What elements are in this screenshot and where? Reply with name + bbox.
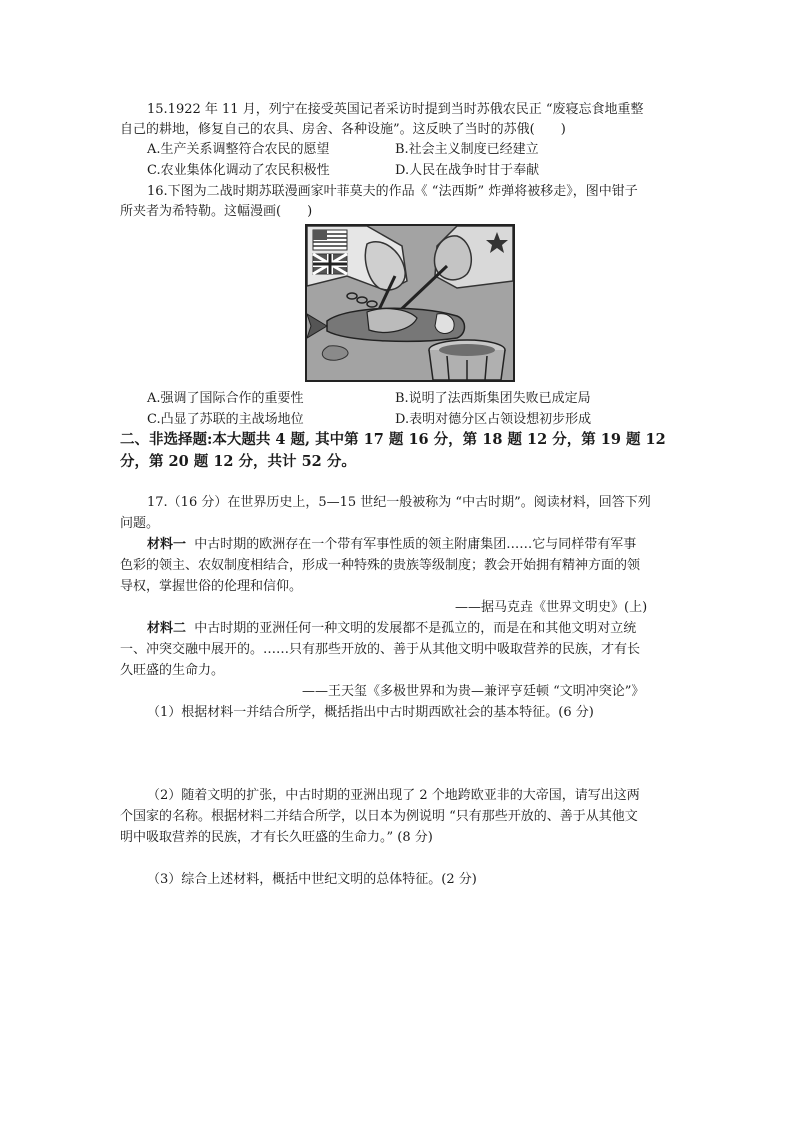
q17-subquestion-1: （1）根据材料一并结合所学，概括指出中古时期西欧社会的基本特征。(6 分) [147, 705, 594, 720]
section2-heading-line1: 二、非选择题:本大题共 4 题, 其中第 17 题 16 分，第 18 题 12 分，第 19 题 12 [120, 431, 666, 448]
q15-option-b: B.社会主义制度已经建立 [395, 142, 539, 157]
q17-material1-line1 [147, 535, 636, 555]
soviet-cartoon-image [305, 224, 515, 382]
q16-option-d: D.表明对德分区占领设想初步形成 [395, 412, 592, 427]
q16-option-a: A.强调了国际合作的重要性 [147, 391, 304, 406]
q17-subquestion-2-line2: 个国家的名称。根据材料二并结合所学，以日本为例说明 “只有那些开放的、善于从其他文 [120, 809, 638, 824]
material1-text-line1: 中古时期的欧洲存在一个带有军事性质的领主附庸集团……它与同样带有军事 [194, 537, 637, 552]
q17-material1-source: ——据马克垚《世界文明史》(上) [455, 600, 648, 615]
q15-option-d: D.人民在战争时甘于奉献 [395, 163, 540, 178]
uk-flag-icon [313, 254, 347, 274]
q17-material1-line3: 导权，掌握世俗的伦理和信仰。 [120, 579, 303, 594]
cartoon-illustration [307, 226, 513, 380]
bomb-figure [327, 308, 465, 341]
q17-material2-source: ——王天玺《多极世界和为贵—兼评亨廷顿 “文明冲突论”》 [302, 684, 645, 699]
q17-subquestion-3: （3）综合上述材料，概括中世纪文明的总体特征。(2 分) [147, 872, 477, 887]
q17-material2-line1 [147, 619, 636, 639]
q17-material2-line3: 久旺盛的生命力。 [120, 663, 225, 678]
barrel-figure [429, 340, 505, 380]
q15-stem-line2: 自己的耕地，修复自己的农具、房舍、各种设施”。这反映了当时的苏俄( ) [120, 122, 566, 137]
section2-heading-line2: 分，第 20 题 12 分，共计 52 分。 [120, 453, 356, 470]
q17-intro-line1: 17.（16 分）在世界历史上，5—15 世纪一般被称为 “中古时期”。阅读材料，回答下列 [147, 495, 651, 510]
q17-subquestion-2-line3: 明中吸取营养的民族，才有长久旺盛的生命力。” (8 分) [120, 830, 433, 845]
q16-option-c: C.凸显了苏联的主战场地位 [147, 412, 304, 427]
q17-material1-line2: 色彩的领主、农奴制度相结合，形成一种特殊的贵族等级制度；教会开始拥有精神方面的领 [120, 558, 641, 573]
q17-material2-line2: 一、冲突交融中展开的。……只有那些开放的、善于从其他文明中吸取营养的民族，才有长 [120, 642, 641, 657]
material2-label: 材料二 [147, 621, 187, 636]
material1-label: 材料一 [147, 537, 187, 552]
q15-stem-line1: 15.1922 年 11 月，列宁在接受英国记者采访时提到当时苏俄农民正 “废寝忘食地重整 [147, 102, 644, 117]
q16-option-b: B.说明了法西斯集团失败已成定局 [395, 391, 591, 406]
q17-intro-line2: 问题。 [120, 516, 160, 531]
us-flag-icon [313, 230, 347, 250]
material2-text-line1: 中古时期的亚洲任何一种文明的发展都不是孤立的，而是在和其他文明对立统 [194, 621, 637, 636]
q16-stem-line2: 所夹者为希特勒。这幅漫画( ) [120, 204, 313, 219]
q15-option-c: C.农业集体化调动了农民积极性 [147, 163, 330, 178]
q15-option-a: A.生产关系调整符合农民的愿望 [147, 142, 330, 157]
q17-subquestion-2-line1: （2）随着文明的扩张，中古时期的亚洲出现了 2 个地跨欧亚非的大帝国，请写出这两 [147, 788, 640, 803]
q16-stem-line1: 16.下图为二战时期苏联漫画家叶菲莫夫的作品《 “法西斯” 炸弹将被移走》，图中钳子 [147, 184, 638, 199]
